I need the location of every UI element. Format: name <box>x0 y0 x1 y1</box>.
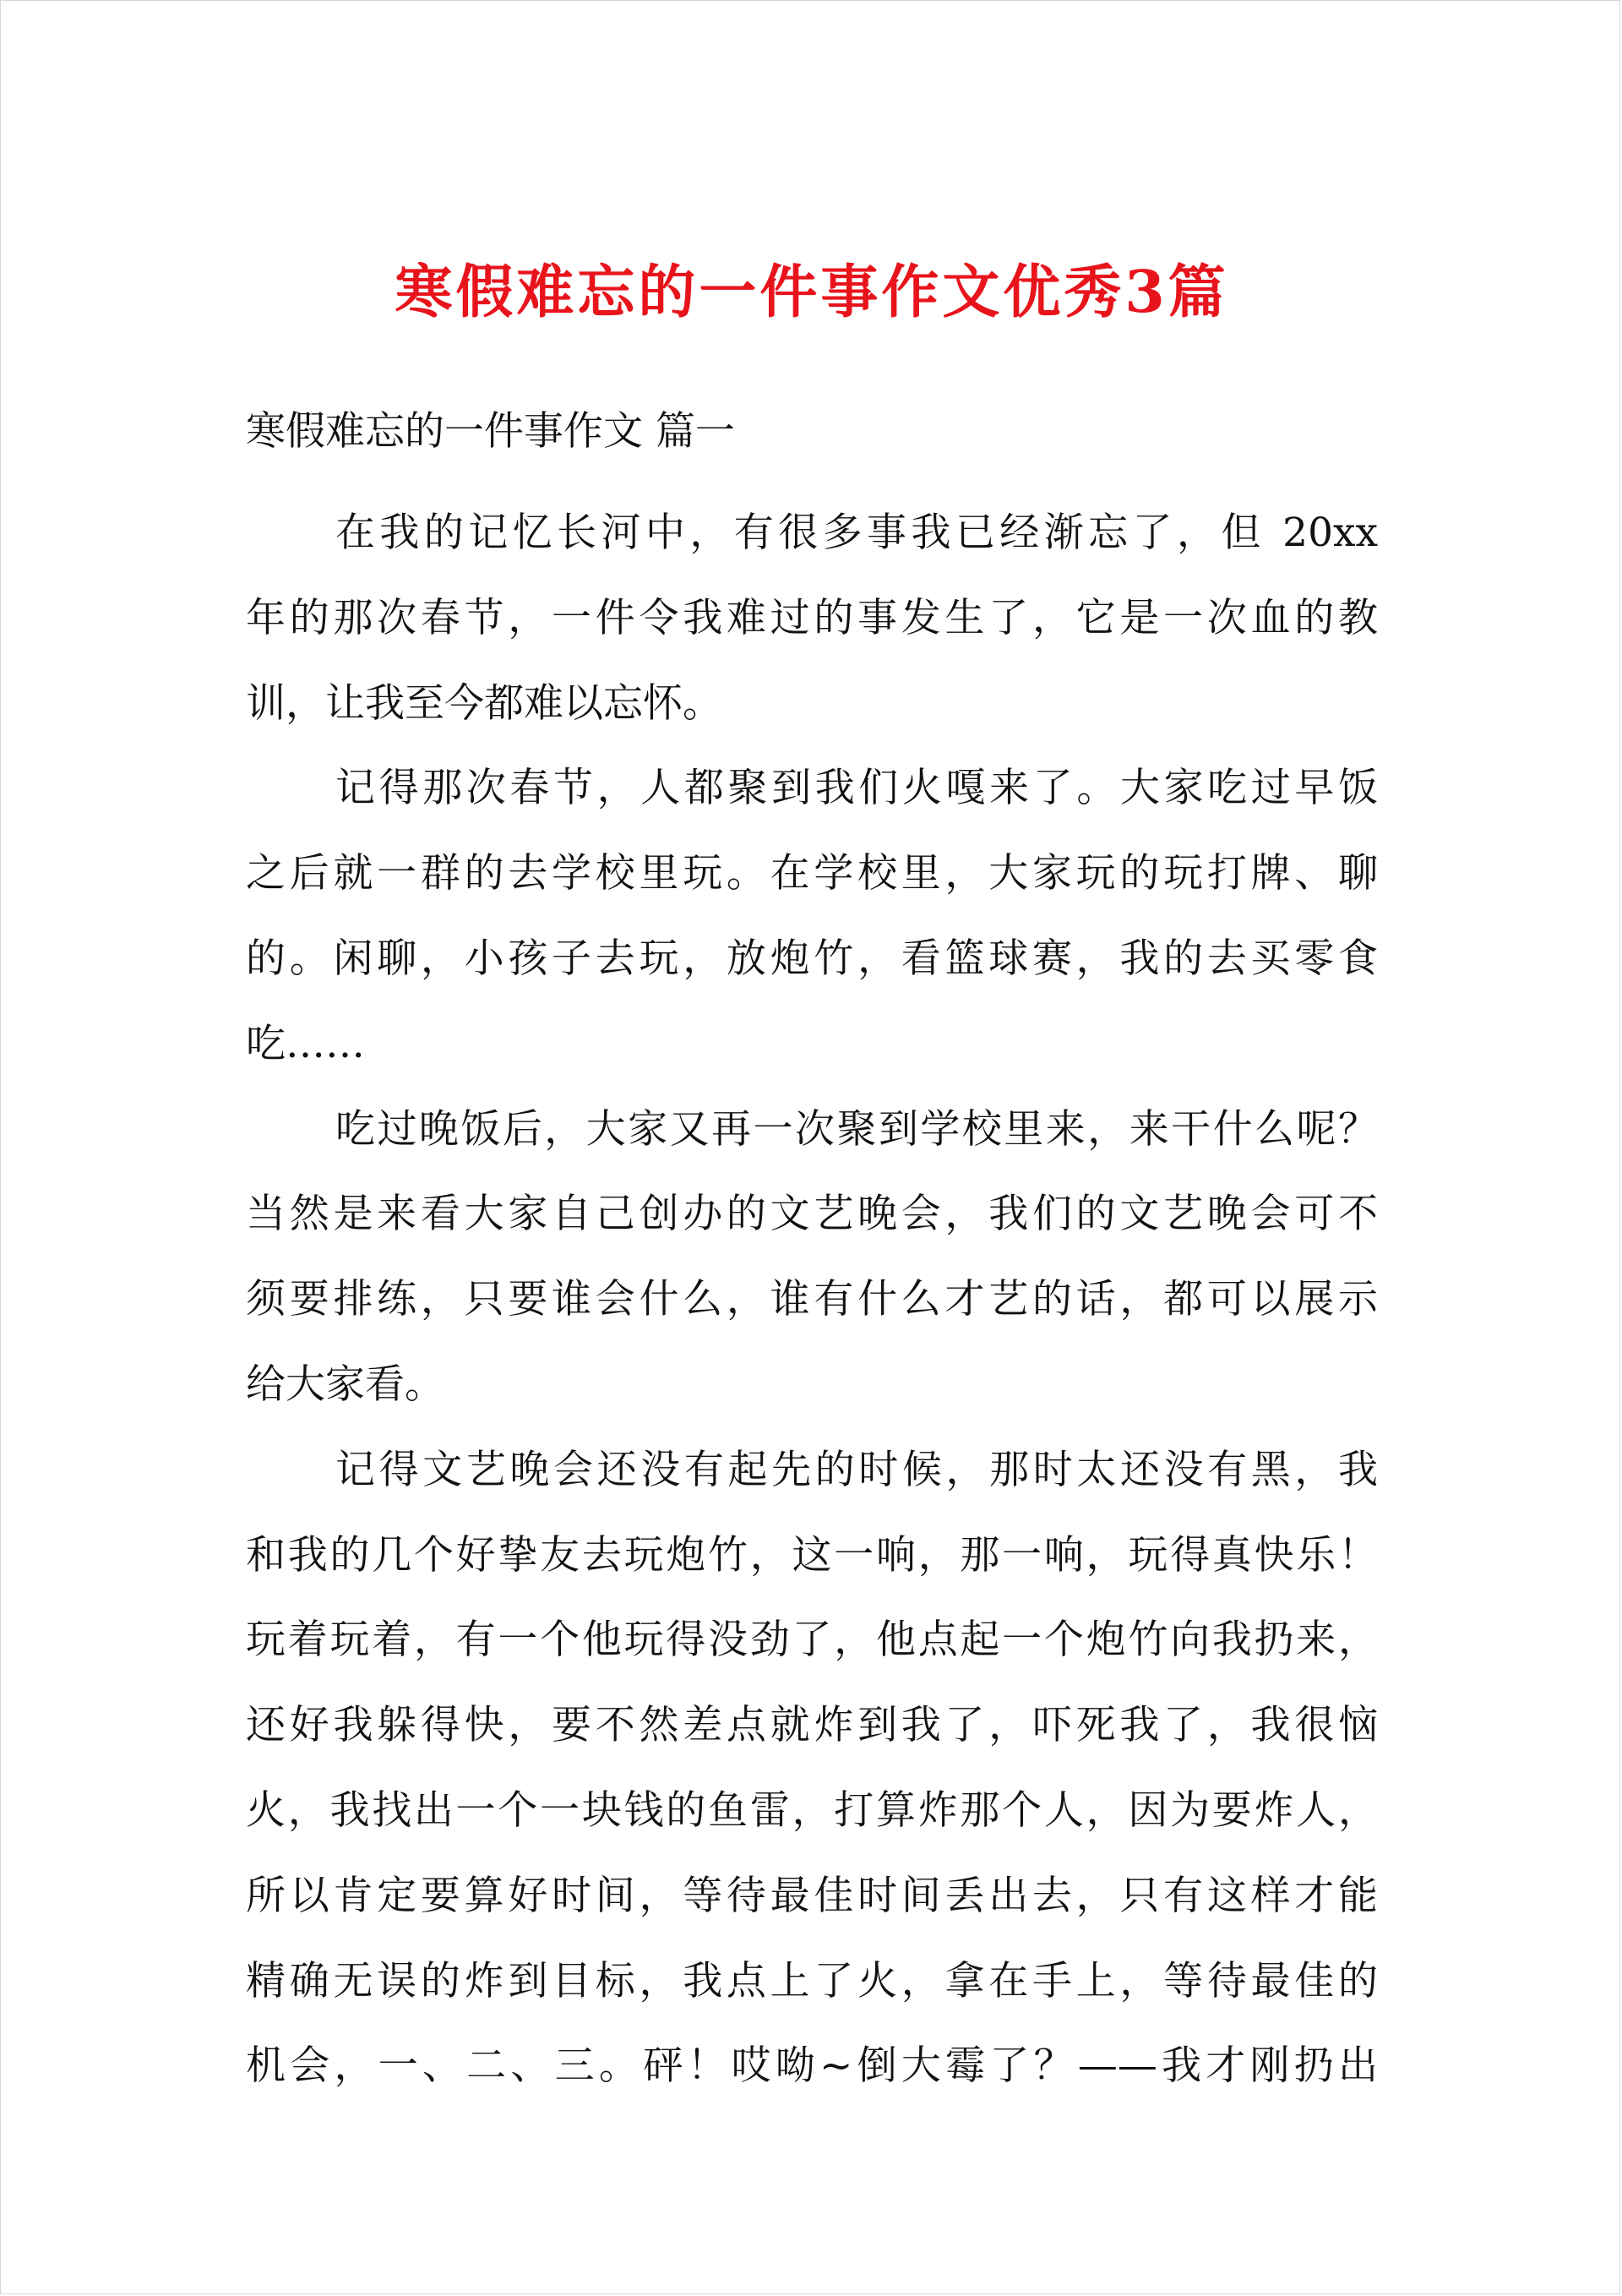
document-title: 寒假难忘的一件事作文优秀3篇 <box>395 259 1229 326</box>
text-line: 记得那次春节，人都聚到我们火嘎来了。大家吃过早饭 <box>335 765 1378 812</box>
text-line: 在我的记忆长河中，有很多事我已经渐忘了，但 20xx <box>335 510 1378 556</box>
text-line: 记得文艺晚会还没有起先的时候，那时太还没有黑，我 <box>335 1446 1378 1493</box>
text-line: 训，让我至今都难以忘怀。 <box>246 679 722 727</box>
text-line: 所以肯定要算好时间，等待最佳时间丢出去，只有这样才能 <box>246 1872 1378 1919</box>
document-body <box>246 491 1378 2109</box>
text-line: 还好我躲得快，要不然差点就炸到我了，吓死我了，我很恼 <box>246 1702 1378 1749</box>
text-line: 和我的几个好挚友去玩炮竹，这一响，那一响，玩得真快乐！ <box>246 1531 1378 1579</box>
text-line: 须要排练，只要谁会什么，谁有什么才艺的话，都可以展示 <box>246 1276 1378 1323</box>
paragraph-2 <box>246 746 1378 1087</box>
paragraph-3 <box>246 1088 1378 1428</box>
text-line: 当然是来看大家自己创办的文艺晚会，我们的文艺晚会可不 <box>246 1191 1378 1238</box>
text-line: 精确无误的炸到目标，我点上了火，拿在手上，等待最佳的 <box>246 1957 1378 2004</box>
paragraph-4 <box>246 1428 1378 2109</box>
text-line: 吃…… <box>246 1020 365 1067</box>
text-line: 的。闲聊，小孩子去玩，放炮竹，看篮球赛，我的去买零食 <box>246 935 1378 982</box>
text-line: 给大家看。 <box>246 1361 444 1408</box>
text-line: 火，我找出一个一块钱的鱼雷，打算炸那个人，因为要炸人， <box>246 1786 1378 1834</box>
text-line: 吃过晚饭后，大家又再一次聚到学校里来，来干什么呢？ <box>335 1105 1378 1153</box>
text-line: 玩着玩着，有一个他玩得没劲了，他点起一个炮竹向我扔来， <box>246 1617 1378 1664</box>
text-line: 年的那次春节，一件令我难过的事发生了，它是一次血的教 <box>246 594 1378 641</box>
text-line: 机会，一、二、三。砰！哎呦~倒大霉了？——我才刚扔出 <box>246 2042 1378 2090</box>
text-line: 之后就一群的去学校里玩。在学校里，大家玩的玩打牌、聊 <box>246 850 1378 897</box>
paragraph-1 <box>246 491 1378 746</box>
section-heading: 寒假难忘的一件事作文 篇一 <box>246 408 735 455</box>
